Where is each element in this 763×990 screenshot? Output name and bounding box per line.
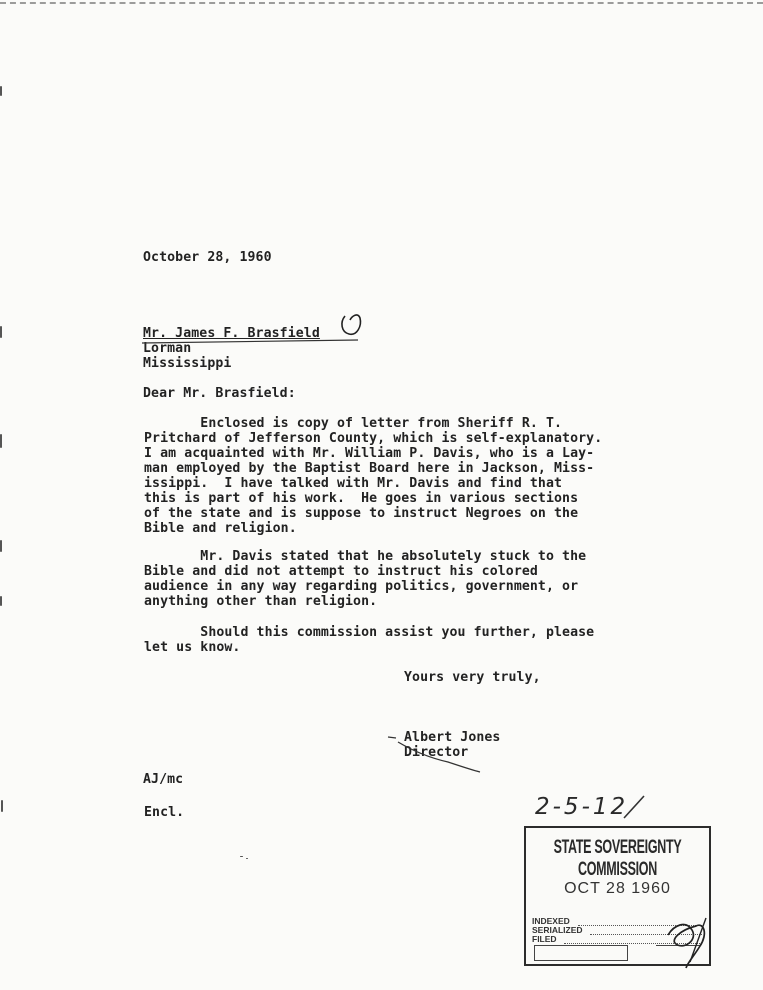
- signer-title: Director: [404, 745, 469, 760]
- closing: Yours very truly,: [404, 670, 541, 685]
- recipient-state: Mississippi: [143, 356, 232, 371]
- text-line: this is part of his work. He goes in various sections: [144, 491, 579, 506]
- text-line: Bible and religion.: [144, 521, 297, 536]
- text-line: Enclosed is copy of letter from Sheriff R. T.: [144, 416, 563, 431]
- recipient-city: Lorman: [143, 341, 192, 356]
- text-line: let us know.: [144, 640, 241, 655]
- initials-signature: [668, 925, 704, 968]
- handwritten-file-number: 2-5-12: [535, 794, 629, 820]
- text-line: Pritchard of Jefferson County, which is self-explanatory.: [144, 431, 603, 446]
- stamp-date: OCT 28 1960: [564, 880, 671, 897]
- stamp-title: STATE SOVEREIGNTY COMMISSION: [553, 836, 682, 880]
- text-line: anything other than religion.: [144, 594, 378, 609]
- text-line: I am acquainted with Mr. William P. Davis, who is a Lay-: [144, 446, 595, 461]
- stamp-field-indexed: INDEXED: [532, 916, 570, 926]
- check-mark-icon: [342, 315, 360, 334]
- enclosure-note: Encl.: [144, 805, 185, 820]
- text-line: of the state and is suppose to instruct Negroes on the: [144, 506, 579, 521]
- underline-mark: [142, 340, 358, 343]
- stamp-field-serialized: SERIALIZED: [532, 925, 583, 935]
- handwriting-stroke: [624, 796, 644, 818]
- text-line: Bible and did not attempt to instruct his colored: [144, 564, 538, 579]
- letter-date: October 28, 1960: [143, 250, 272, 265]
- signature-flourish: [388, 737, 480, 772]
- text-line: Mr. Davis stated that he absolutely stuck to the: [144, 549, 587, 564]
- recipient-name: Mr. James F. Brasfield: [143, 326, 320, 341]
- signer-name: Albert Jones: [404, 730, 501, 745]
- text-line: issippi. I have talked with Mr. Davis and find that: [144, 476, 563, 491]
- salutation: Dear Mr. Brasfield:: [143, 386, 296, 401]
- reference-initials: AJ/mc: [143, 772, 184, 787]
- text-line: audience in any way regarding politics, government, or: [144, 579, 579, 594]
- text-line: man employed by the Baptist Board here in Jackson, Miss-: [144, 461, 595, 476]
- stamp-field-filed: FILED: [532, 934, 557, 944]
- text-line: Should this commission assist you further, please: [144, 625, 595, 640]
